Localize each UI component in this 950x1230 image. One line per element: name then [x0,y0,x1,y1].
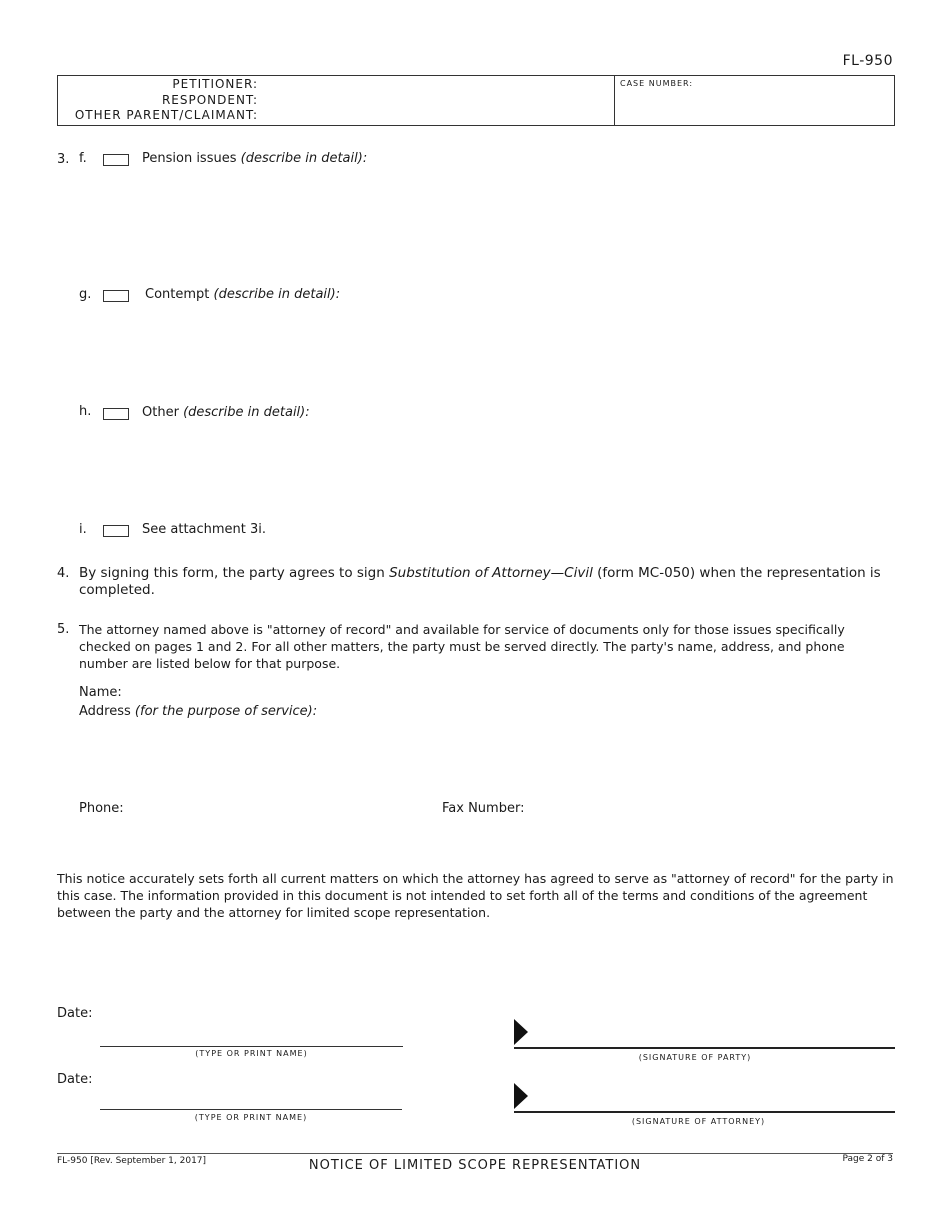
item-3g-label: Contempt [145,287,210,302]
fax-label: Fax Number: [442,801,525,816]
item-5-text: The attorney named above is "attorney of record" and available for service of documents only for those issues specifically checked on pages 1 and 2. For all other matters, the party must be served directly. The party's name, address, and phone number are listed below for that purpose. [79,622,845,671]
item-3i-label: See attachment 3i. [142,522,267,537]
item-4-text-before: By signing this form, the party agrees to sign [79,565,390,581]
form-number: FL-950 [842,53,893,69]
print-name-line-attorney[interactable] [100,1109,402,1110]
item-3h-label: Other [142,405,179,420]
item-3g-checkbox[interactable] [103,290,129,302]
item-3h-hint: (describe in detail): [183,405,310,420]
footer-rule [57,1153,893,1154]
caption-labels [60,77,258,124]
footer-page-number: Page 2 of 3 [842,1154,893,1164]
sign-here-arrow-icon [514,1019,528,1045]
petitioner-label: PETITIONER: [172,77,258,91]
date-label-attorney: Date: [57,1072,93,1087]
item-4-form-title: Substitution of Attorney—Civil [389,565,593,581]
item-3g-label-group [145,287,340,302]
address-hint: (for the purpose of service): [134,704,318,719]
item-4-text [79,565,893,599]
date-label-party: Date: [57,1006,93,1021]
item-4-number: 4. [57,566,70,581]
notice-paragraph: This notice accurately sets forth all current matters on which the attorney has agreed to serve as "attorney of record" for the party in this case. The information provided in this document is not intended to set forth all of the terms and conditions of the agreement between the party and the attorney for limited scope representation. [57,871,894,920]
attorney-signature-caption: (SIGNATURE OF ATTORNEY) [631,1117,766,1126]
print-name-caption-attorney: (TYPE OR PRINT NAME) [194,1113,308,1122]
caption-divider [614,75,615,126]
other-parent-label: OTHER PARENT/CLAIMANT: [74,108,258,122]
item-3f-checkbox[interactable] [103,154,129,166]
sign-here-arrow-icon [514,1083,528,1109]
item-3f-label: Pension issues [142,151,237,166]
item-3h-checkbox[interactable] [103,408,129,420]
party-signature-line[interactable] [514,1047,895,1049]
footer-revision: FL-950 [Rev. September 1, 2017] [57,1156,207,1166]
item-3i-letter: i. [79,522,87,537]
case-number-label: CASE NUMBER: [620,79,694,88]
print-name-line-party[interactable] [100,1046,403,1047]
item-3g-letter: g. [79,287,92,302]
print-name-caption-party: (TYPE OR PRINT NAME) [195,1049,308,1058]
attorney-signature-line[interactable] [514,1111,895,1113]
item-3f-letter: f. [79,151,87,166]
item-3h-letter: h. [79,404,92,419]
item-3-number: 3. [57,152,70,167]
footer-title: NOTICE OF LIMITED SCOPE REPRESENTATION [308,1158,642,1173]
phone-label: Phone: [79,801,124,816]
item-3f-label-group [142,151,367,166]
name-label: Name: [79,685,122,700]
address-label: Address [79,704,131,719]
address-label-group [79,704,317,719]
item-3i-checkbox[interactable] [103,525,129,537]
respondent-label: RESPONDENT: [161,92,258,107]
item-3h-label-group [142,405,310,420]
item-3f-hint: (describe in detail): [240,151,368,166]
item-3g-hint: (describe in detail): [213,287,341,302]
item-4-text-after: (form MC-050) when the representation is completed. [79,565,881,598]
item-5-number: 5. [57,622,70,637]
party-signature-caption: (SIGNATURE OF PARTY) [638,1053,752,1062]
